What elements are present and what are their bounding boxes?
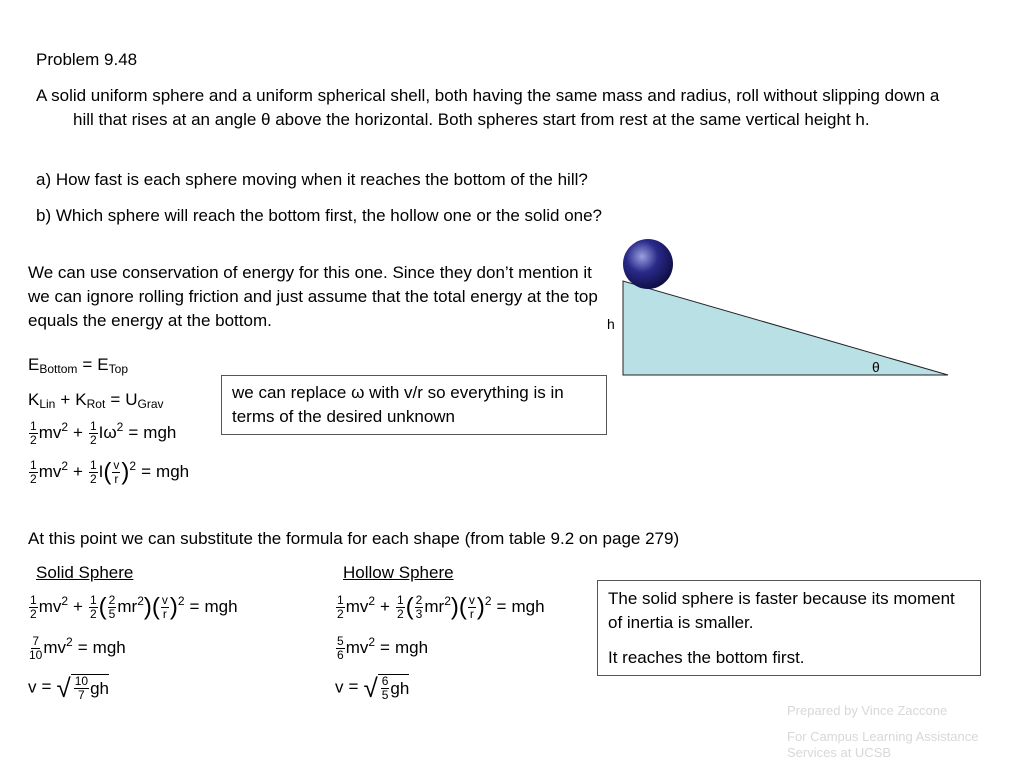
- fraction-half: $\frac{1}{2}$: [89, 419, 97, 448]
- lin-subscript: Lin: [39, 397, 56, 411]
- fraction-half: $\frac{1}{2}$: [89, 458, 97, 487]
- problem-title: Problem 9.48: [36, 50, 138, 69]
- solid-sphere-heading: Solid Sphere: [36, 563, 134, 582]
- angle-label: θ: [872, 359, 880, 375]
- conclusion-line-1: The solid sphere is faster because its moment of inertia is smaller.: [608, 589, 955, 632]
- k-symbol: K: [75, 390, 87, 409]
- equation-kinetic-potential: $K_{Lin} + K_{Rot} = U_{Grav}$: [28, 390, 164, 411]
- incline-diagram: [600, 236, 960, 386]
- hollow-inertia-fraction: $\frac{2}{3}$: [415, 593, 423, 622]
- hollow-velocity-equation: v = √ $\frac{6}{5}$ gh: [335, 673, 410, 703]
- hollow-energy-equation: $\frac{1}{2}$ $mv^2$ + $\frac{1}{2}$ ( $\frac{2}{3}$ $mr^2$)( $\frac{v}{r}$ )$^2$ = mgh: [337, 593, 545, 622]
- omega-substitution-note: we can replace ω with v/r so everything is in terms of the desired unknown: [221, 375, 607, 435]
- question-part-b: b) Which sphere will reach the bottom first, the hollow one or the solid one?: [36, 206, 603, 225]
- footer-credits: [787, 703, 1024, 771]
- e-symbol: E: [97, 355, 109, 374]
- u-symbol: U: [125, 390, 138, 409]
- solid-combined-equation: $\frac{7}{10}$ $mv^2$ = mgh: [29, 634, 126, 663]
- equation-v-over-r: $\frac{1}{2}$ $mv^2$ + $\frac{1}{2}$ I( $\frac{v}{r}$ )$^2$ = mgh: [30, 458, 190, 487]
- solid-combined-fraction: $\frac{7}{10}$: [29, 634, 43, 663]
- equation-omega: $\frac{1}{2}$ $mv^2$ + $\frac{1}{2}$ $I\omega^2$ = mgh: [30, 419, 177, 448]
- solid-velocity-fraction: $\frac{10}{7}$: [74, 674, 89, 702]
- bottom-subscript: Bottom: [39, 362, 78, 376]
- ramp-triangle: [623, 281, 948, 375]
- height-label: h: [607, 316, 615, 332]
- hollow-velocity-fraction: $\frac{6}{5}$: [381, 674, 389, 702]
- question-part-a: a) How fast is each sphere moving when it reaches the bottom of the hill?: [36, 170, 588, 189]
- solid-inertia-fraction: $\frac{2}{5}$: [108, 593, 116, 622]
- top-subscript: Top: [108, 362, 128, 376]
- solid-energy-equation: $\frac{1}{2}$ $mv^2$ + $\frac{1}{2}$ ( $\frac{2}{5}$ $mr^2$)( $\frac{v}{r}$ )$^2$ = mgh: [30, 593, 238, 622]
- e-symbol: E: [28, 355, 40, 374]
- sphere-shape: [623, 239, 673, 289]
- conclusion-box: [597, 580, 981, 676]
- k-symbol: K: [28, 390, 40, 409]
- energy-explanation: We can use conservation of energy for this one. Since they don’t mention it we can ignore rolling friction and just assume that the total energy at the top equals the energy at the bottom.: [28, 263, 598, 330]
- hollow-sphere-heading: Hollow Sphere: [343, 563, 454, 582]
- hollow-combined-equation: $\frac{5}{6}$ $mv^2$ = mgh: [337, 634, 429, 663]
- prepared-by: Prepared by Vince Zaccone: [787, 703, 948, 718]
- rot-subscript: Rot: [86, 397, 106, 411]
- solid-velocity-equation: v = √ $\frac{10}{7}$ gh: [28, 673, 109, 703]
- fraction-v-r: $\frac{v}{r}$: [113, 458, 120, 487]
- conclusion-line-2: It reaches the bottom first.: [608, 648, 805, 667]
- grav-subscript: Grav: [137, 397, 164, 411]
- prepared-for: For Campus Learning Assistance Services at UCSB: [787, 729, 979, 760]
- problem-statement: A solid uniform sphere and a uniform spherical shell, both having the same mass and radius, roll without slipping down a hill that rises at an angle θ above the horizontal. Both spheres start from rest at the same vertical height h.: [36, 86, 940, 129]
- hollow-combined-fraction: $\frac{5}{6}$: [337, 634, 344, 663]
- fraction-half: $\frac{1}{2}$: [30, 458, 37, 487]
- fraction-half: $\frac{1}{2}$: [30, 419, 37, 448]
- equation-energy-balance: $E_{Bottom} = E_{Top}$: [28, 355, 128, 376]
- substitute-instruction: At this point we can substitute the formula for each shape (from table 9.2 on page 279): [28, 529, 680, 548]
